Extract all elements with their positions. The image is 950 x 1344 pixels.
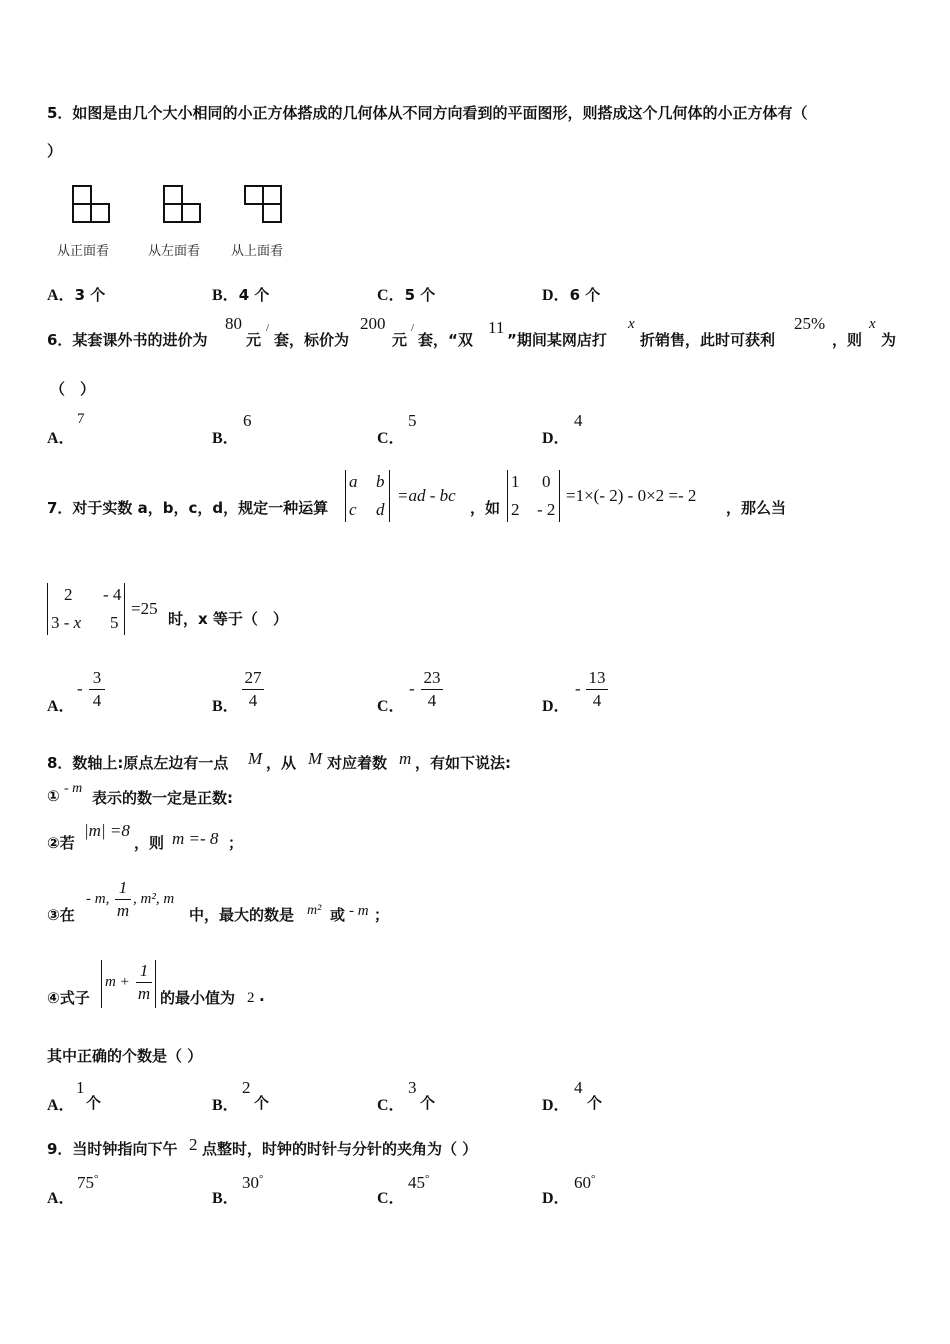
q6-cost-price: 80	[225, 314, 242, 333]
q8-point-M-2: M	[308, 749, 323, 768]
q8-option-c[interactable]: C．	[377, 1097, 405, 1114]
q8-statement-3-text: 中，最大的数是	[189, 906, 295, 924]
q8-stem-part2: ，从	[266, 754, 297, 772]
q8-statement-3-m-squared: m²	[307, 903, 322, 918]
q7-option-a-fraction: 3 4	[89, 668, 105, 711]
q6-stem-part2: 套，标价为	[274, 331, 350, 349]
q7-option-d-fraction: 13 4	[586, 668, 608, 711]
q8-option-c-value: 3	[408, 1078, 417, 1097]
q9-stem-part1: 9．当时钟指向下午	[47, 1140, 178, 1158]
q8-statement-2-abs: |m| =8	[84, 821, 130, 840]
q8-option-a-value: 1	[76, 1078, 85, 1097]
det2-d: - 2	[537, 500, 556, 519]
det1-left-bar	[345, 470, 346, 522]
q9-option-b[interactable]: B．	[212, 1190, 239, 1207]
q8-statement-1-expr: - m	[64, 781, 83, 796]
det3-a: 2	[64, 585, 73, 604]
q9-stem-part2: 点整时，时钟的时针与分针的夹角为（ ）	[202, 1140, 478, 1158]
q9-hour: 2	[189, 1135, 198, 1154]
q8-option-d[interactable]: D．	[542, 1097, 570, 1114]
q9-option-c-value: 45°	[408, 1173, 430, 1192]
q8-statement-3-or: 或	[330, 906, 346, 924]
q6-slash-2: /	[411, 322, 415, 334]
det2-b: 0	[542, 472, 551, 491]
q7-option-a[interactable]: A．	[47, 698, 75, 715]
det1-b: b	[376, 472, 385, 491]
det3-left-bar	[47, 583, 48, 635]
q7-stem-part4: 时，x 等于（ ）	[168, 610, 288, 628]
q5-views-figure	[60, 180, 310, 230]
det2-a: 1	[511, 472, 520, 491]
q6-stem-part3: 套，“双	[418, 331, 473, 349]
q5-option-c[interactable]: C．5 个	[377, 286, 436, 304]
q6-option-d[interactable]: D．	[542, 430, 570, 447]
q8-stem-part4: ，有如下说法:	[415, 754, 511, 772]
q8-statement-3-prefix: ③在	[47, 906, 75, 924]
det1-a: a	[349, 472, 358, 491]
q8-statement-4-prefix: ④式子	[47, 989, 90, 1007]
q6-unit-2: 元	[392, 331, 408, 349]
q8-statement-2-prefix: ②若	[47, 834, 75, 852]
q8-question: 其中正确的个数是（ ）	[47, 1047, 203, 1065]
q6-double-11: 11	[488, 318, 505, 337]
q8-statement-3-list-b: , m², m	[133, 891, 175, 907]
q8-statement-3-end: ；	[374, 906, 390, 924]
det3-right-bar	[124, 583, 125, 635]
q6-option-b[interactable]: B．	[212, 430, 239, 447]
q8-statement-3-neg-m: - m	[349, 903, 369, 919]
q8-number-m: m	[399, 749, 412, 768]
q6-option-c-value: 5	[408, 411, 417, 430]
det1-d: d	[376, 500, 385, 519]
left-view-label: 从左面看	[148, 244, 201, 259]
q9-option-b-value: 30°	[242, 1173, 264, 1192]
q8-point-M: M	[248, 749, 263, 768]
q8-statement-3-fraction: 1 m	[116, 878, 130, 920]
q7-option-d[interactable]: D．	[542, 698, 570, 715]
det2-c: 2	[511, 500, 520, 519]
q5-option-b[interactable]: B．4 个	[212, 286, 270, 304]
det3-d: 5	[110, 613, 119, 632]
q7-stem-part2: ，如	[470, 499, 501, 517]
q6-slash-1: /	[266, 322, 270, 334]
det3-equals: =25	[131, 599, 158, 618]
q6-option-c[interactable]: C．	[377, 430, 405, 447]
det1-right-bar	[389, 470, 390, 522]
q7-option-c-fraction: 23 4	[421, 668, 443, 711]
q6-stem-part6: ，则	[832, 331, 863, 349]
q8-statement-4-text: 的最小值为	[160, 989, 236, 1007]
q9-option-d[interactable]: D．	[542, 1190, 570, 1207]
q8-statement-4-value: 2	[247, 990, 255, 1006]
left-view-shape	[164, 186, 200, 222]
q6-stem-part4: ”期间某网店打	[507, 331, 607, 349]
q9-option-a-value: 75°	[77, 1173, 99, 1192]
q8-statement-3-list-a: - m,	[86, 891, 110, 907]
det2-left-bar	[507, 470, 508, 522]
q6-option-d-value: 4	[574, 411, 583, 430]
q8-statement-2-result: m =- 8	[172, 829, 219, 848]
q8-option-d-unit: 个	[587, 1094, 603, 1112]
q6-stem-part1: 6．某套课外书的进价为	[47, 331, 208, 349]
q7-option-b-fraction: 27 4	[242, 668, 264, 711]
abs-left-bar	[101, 960, 102, 1008]
q7-option-c-sign: -	[409, 679, 415, 698]
q5-option-a[interactable]: A．3 个	[47, 286, 106, 304]
q8-statement-4-expr: m +	[105, 974, 130, 990]
q7-option-d-sign: -	[575, 679, 581, 698]
q6-stem-part5: 折销售，此时可获利	[640, 331, 776, 349]
front-view-shape	[73, 186, 109, 222]
q6-profit-pct: 25%	[794, 314, 826, 333]
q6-option-b-value: 6	[243, 411, 252, 430]
q6-stem-part7: 为	[881, 331, 897, 349]
det3-c: 3 - x	[51, 613, 82, 632]
q8-stem-part3: 对应着数	[327, 754, 388, 772]
q9-option-d-value: 60°	[574, 1173, 596, 1192]
q8-option-a-unit: 个	[86, 1094, 102, 1112]
q7-option-a-sign: -	[77, 679, 83, 698]
q8-stem-part1: 8．数轴上:原点左边有一点	[47, 754, 229, 772]
q6-list-price: 200	[360, 314, 386, 333]
q7-stem-part3: ，那么当	[726, 499, 787, 517]
det2-formula: =1×(- 2) - 0×2 =- 2	[566, 486, 697, 505]
q5-option-d[interactable]: D．6 个	[542, 286, 601, 304]
det2-right-bar	[559, 470, 560, 522]
abs-right-bar	[155, 960, 156, 1008]
det3-b: - 4	[103, 585, 122, 604]
q8-statement-1-marker: ①	[47, 787, 60, 805]
q8-option-a[interactable]: A．	[47, 1097, 75, 1114]
q8-statement-2-end: ；	[228, 834, 244, 852]
q8-option-b-value: 2	[242, 1078, 251, 1097]
q7-stem-part1: 7．对于实数 a，b，c，d，规定一种运算	[47, 499, 329, 517]
top-view-label: 从上面看	[231, 244, 284, 259]
q8-statement-1-text: 表示的数一定是正数:	[92, 789, 233, 807]
q8-option-b[interactable]: B．	[212, 1097, 239, 1114]
q8-statement-2-then: ，则	[134, 834, 165, 852]
det1-formula: =ad - bc	[397, 486, 456, 505]
q8-option-d-value: 4	[574, 1078, 583, 1097]
q8-statement-4-fraction: 1 m	[137, 961, 151, 1003]
top-view-shape	[245, 186, 281, 222]
front-view-label: 从正面看	[57, 244, 110, 259]
q9-option-c[interactable]: C．	[377, 1190, 405, 1207]
q9-option-a[interactable]: A．	[47, 1190, 75, 1207]
q8-option-c-unit: 个	[420, 1094, 436, 1112]
q6-var-x: x	[628, 316, 635, 332]
q7-option-b[interactable]: B．	[212, 698, 239, 715]
q5-stem: 5．如图是由几个大小相同的小正方体搭成的几何体从不同方向看到的平面图形，则搭成这个几何体的小正方体有（	[47, 104, 808, 122]
q6-unit-1: 元	[246, 331, 262, 349]
q6-answer-paren: （ ）	[50, 380, 96, 398]
det1-c: c	[349, 500, 357, 519]
q7-option-c[interactable]: C．	[377, 698, 405, 715]
q8-option-b-unit: 个	[254, 1094, 270, 1112]
q5-stem-close: ）	[47, 142, 63, 160]
q6-option-a[interactable]: A．	[47, 430, 75, 447]
q6-var-x-2: x	[869, 316, 876, 332]
q6-option-a-value: 7	[77, 411, 85, 427]
q8-statement-4-end: .	[259, 987, 265, 1005]
